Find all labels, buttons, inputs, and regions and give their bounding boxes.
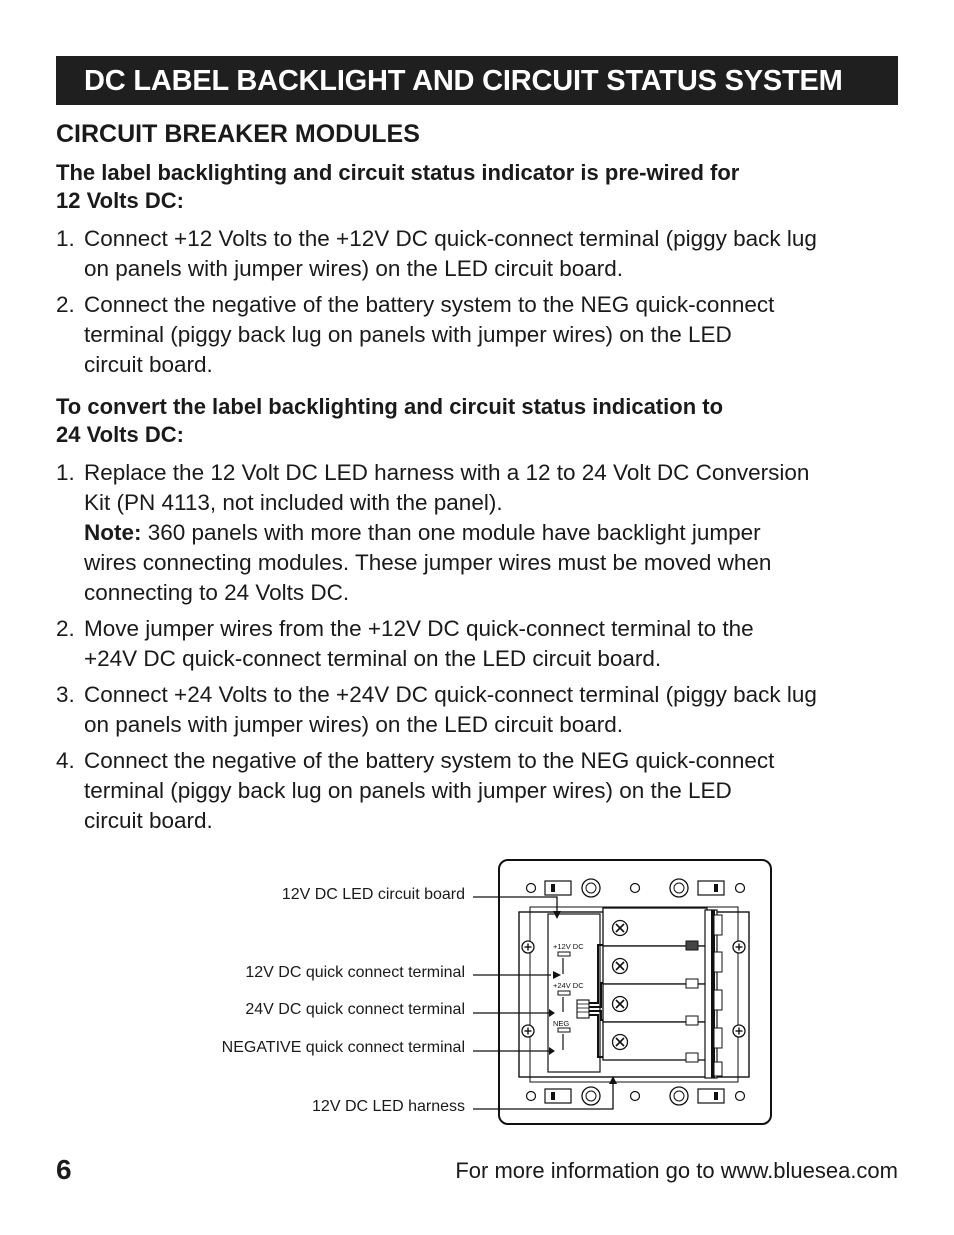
step-line: Connect +24 Volts to the +24V DC quick-connect terminal (piggy back lug: [84, 682, 817, 707]
callout-circuit-board: 12V DC LED circuit board: [281, 886, 465, 903]
step-line: Connect +12 Volts to the +12V DC quick-connect terminal (piggy back lug: [84, 226, 817, 251]
terminal-screw-icon: [613, 921, 628, 936]
step-line: circuit board.: [84, 808, 213, 833]
step-line: Kit (PN 4113, not included with the panel).: [84, 490, 503, 515]
lead-12v-line1: The label backlighting and circuit status indicator is pre-wired for: [56, 160, 740, 185]
step-line: on panels with jumper wires) on the LED circuit board.: [84, 712, 624, 737]
board-label-neg: NEG: [553, 1019, 570, 1028]
lead-24v-line1: To convert the label backlighting and circuit status indication to: [56, 394, 724, 419]
mount-screw-icon: [522, 941, 534, 953]
note-label: Note:: [84, 520, 142, 545]
step-number: 2.: [56, 292, 75, 317]
step-line: +24V DC quick-connect terminal on the LED circuit board.: [84, 646, 662, 671]
terminal-screw-icon: [613, 1035, 628, 1050]
terminal-24v: [558, 991, 570, 995]
mount-screw-icon: [733, 941, 745, 953]
terminal-screw-icon: [613, 959, 628, 974]
led-circuit-board: [548, 914, 600, 1072]
callout-24v-terminal: 24V DC quick connect terminal: [245, 1001, 465, 1018]
step-number: 2.: [56, 616, 75, 641]
callout-neg-terminal: NEGATIVE quick connect terminal: [221, 1039, 465, 1056]
terminal-neg: [558, 1028, 570, 1032]
note-line: connecting to 24 Volts DC.: [84, 580, 350, 605]
step-line: on panels with jumper wires) on the LED circuit board.: [84, 256, 624, 281]
harness-connector: [577, 1000, 589, 1018]
step-number: 3.: [56, 682, 75, 707]
step-line: Move jumper wires from the +12V DC quick-connect terminal to the: [84, 616, 754, 641]
step-line: Replace the 12 Volt DC LED harness with a 12 to 24 Volt DC Conversion: [84, 460, 810, 485]
board-label-24v: +24V DC: [553, 981, 584, 990]
mount-screw-icon: [522, 1025, 534, 1037]
callout-12v-terminal: 12V DC quick connect terminal: [245, 964, 465, 981]
step-line: circuit board.: [84, 352, 213, 377]
lead-24v-line2: 24 Volts DC:: [56, 422, 184, 447]
callout-led-harness: 12V DC LED harness: [312, 1098, 465, 1115]
step-number: 1.: [56, 226, 75, 251]
step-line: terminal (piggy back lug on panels with jumper wires) on the LED: [84, 778, 732, 803]
mount-screw-icon: [733, 1025, 745, 1037]
footer-text: For more information go to www.bluesea.com: [455, 1158, 898, 1183]
lead-12v-line2: 12 Volts DC:: [56, 188, 184, 213]
terminal-12v: [558, 952, 570, 956]
note-text: 360 panels with more than one module have backlight jumper: [141, 520, 761, 545]
step-line: terminal (piggy back lug on panels with jumper wires) on the LED: [84, 322, 732, 347]
section-heading: CIRCUIT BREAKER MODULES: [56, 120, 420, 148]
board-label-12v: +12V DC: [553, 942, 584, 951]
page-number: 6: [56, 1154, 72, 1185]
step-line: Connect the negative of the battery system to the NEG quick-connect: [84, 292, 775, 317]
banner-title: DC LABEL BACKLIGHT AND CIRCUIT STATUS SYSTEM: [84, 65, 843, 97]
note-line: wires connecting modules. These jumper wires must be moved when: [84, 550, 772, 575]
step-line: Connect the negative of the battery system to the NEG quick-connect: [84, 748, 775, 773]
terminal-screw-icon: [613, 997, 628, 1012]
step-number: 1.: [56, 460, 75, 485]
step-number: 4.: [56, 748, 75, 773]
